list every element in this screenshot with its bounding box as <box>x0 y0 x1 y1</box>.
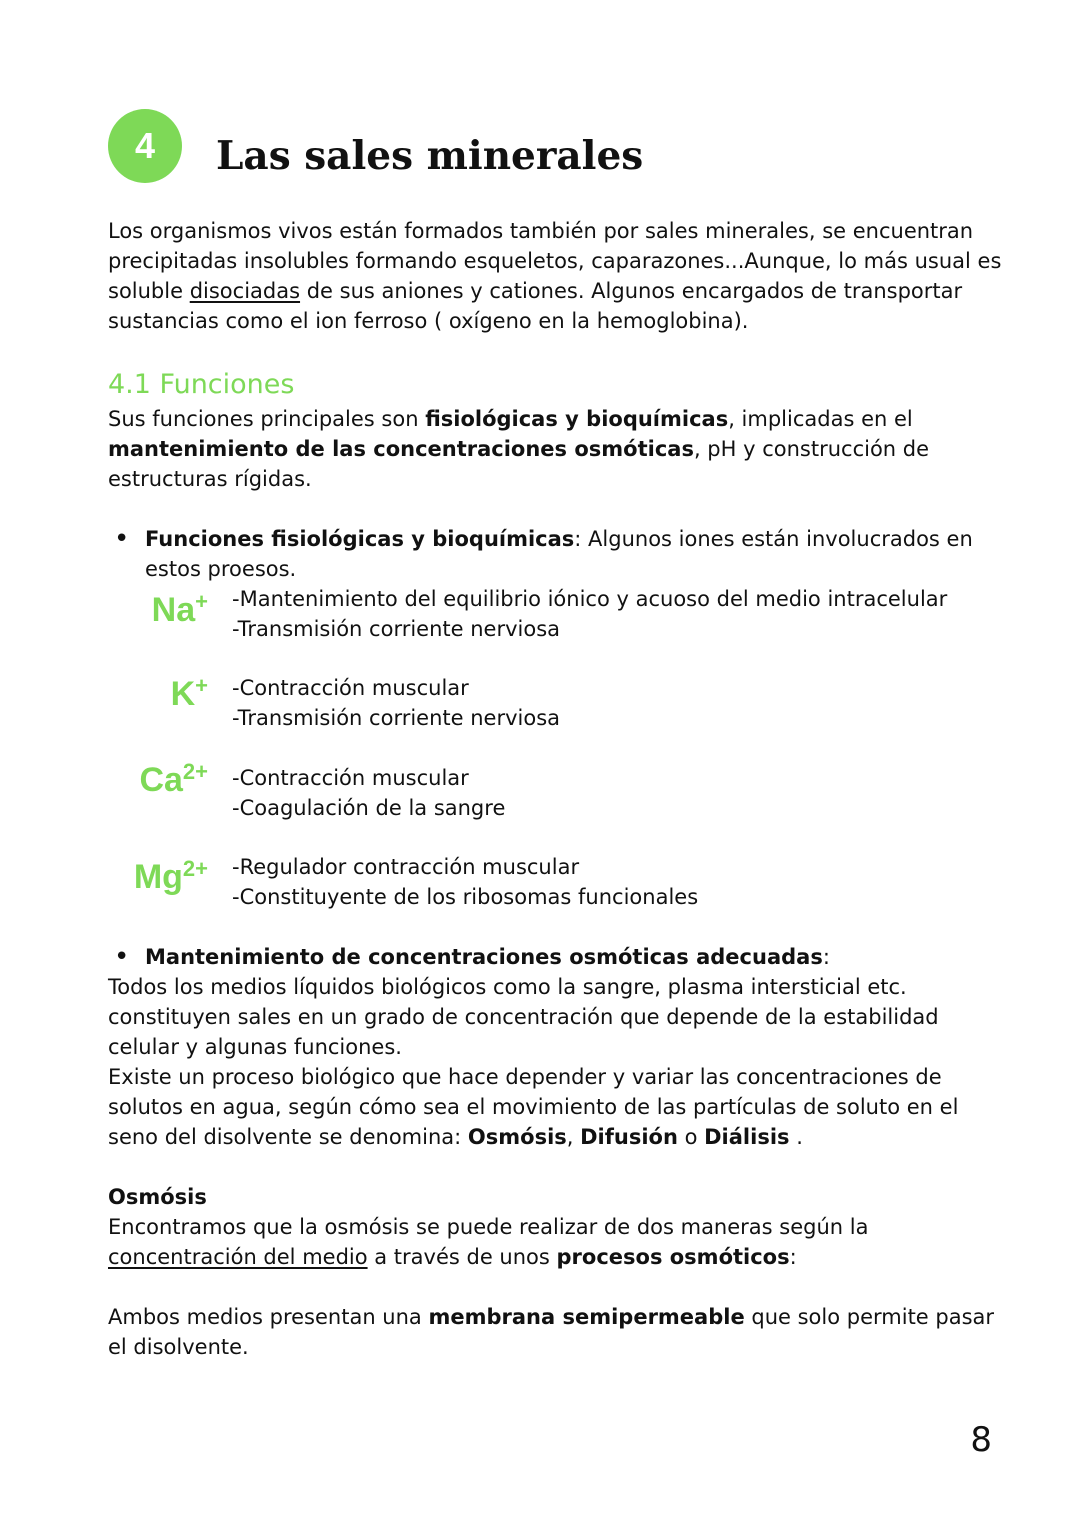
bullet-line-1 <box>145 524 985 554</box>
underlined-term: disociadas <box>189 279 301 303</box>
intro-text: soluble <box>108 279 190 303</box>
bullet-line-1 <box>145 942 985 972</box>
osmosis-text: : <box>789 1245 797 1269</box>
ion-function: -Regulador contracción muscular <box>232 855 580 879</box>
ion-function: -Transmisión corriente nerviosa <box>232 617 561 641</box>
bullet-text: : Algunos iones están involucrados en <box>574 527 973 551</box>
intro-line-4: sustancias como el ion ferroso ( oxígeno en la hemoglobina). <box>108 309 749 333</box>
osmotic-line-5: solutos en agua, según cómo sea el movimiento de las partículas de soluto en el <box>108 1095 959 1119</box>
bold-term: membrana semipermeable <box>428 1305 745 1329</box>
bullet-line-2: estos proesos. <box>145 557 297 581</box>
osmosis-paragraph <box>108 1182 988 1272</box>
underlined-term: concentración del medio <box>108 1245 368 1269</box>
functions-text: Sus funciones principales son <box>108 407 426 431</box>
ion-function: -Mantenimiento del equilibrio iónico y acuoso del medio intracelular <box>232 587 948 611</box>
section-number: 4 <box>134 125 156 166</box>
bullet-text: : <box>822 945 830 969</box>
ion-sodium-functions <box>232 584 947 644</box>
ion-function: -Contracción muscular <box>232 676 469 700</box>
osmotic-line-3: celular y algunas funciones. <box>108 1035 402 1059</box>
bold-term: Diálisis <box>704 1125 790 1149</box>
ion-charge: 2+ <box>182 856 208 881</box>
intro-line-2: precipitadas insolubles formando esqueletos, caparazones...Aunque, lo más usual es <box>108 249 1002 273</box>
bullet-osmotic-heading <box>145 942 985 972</box>
section-number-badge <box>108 109 182 183</box>
bullet-marker: • <box>114 524 130 554</box>
functions-text: , implicadas en el <box>728 407 913 431</box>
ion-charge: + <box>195 673 208 698</box>
osmosis-heading: Osmósis <box>108 1185 207 1209</box>
functions-line-1 <box>108 404 988 434</box>
ion-potassium-functions <box>232 673 560 733</box>
ion-charge: 2+ <box>182 759 208 784</box>
membrane-line-2: el disolvente. <box>108 1335 249 1359</box>
bold-term: mantenimiento de las concentraciones osmóticas <box>108 437 694 461</box>
ion-symbol: Mg <box>133 858 183 896</box>
osmotic-line-1: Todos los medios líquidos biológicos como la sangre, plasma intersticial etc. <box>108 975 907 999</box>
functions-text: , pH y construcción de <box>693 437 930 461</box>
intro-line-3 <box>108 276 988 306</box>
ion-potassium <box>98 674 208 714</box>
bold-term: Funciones fisiológicas y bioquímicas <box>145 527 575 551</box>
ion-sodium <box>98 590 208 630</box>
functions-line-3: estructuras rígidas. <box>108 467 312 491</box>
ion-function: -Constituyente de los ribosomas funcionales <box>232 885 699 909</box>
ion-symbol: K <box>170 675 196 713</box>
ion-symbol: Ca <box>139 761 183 799</box>
osmotic-line-2: constituyen sales en un grado de concentración que depende de la estabilidad <box>108 1005 939 1029</box>
bold-term: procesos osmóticos <box>556 1245 790 1269</box>
intro-line-1: Los organismos vivos están formados también por sales minerales, se encuentran <box>108 219 974 243</box>
intro-paragraph <box>108 216 1002 336</box>
membrane-line-1 <box>108 1302 995 1332</box>
osmosis-text: a través de unos <box>367 1245 557 1269</box>
ion-calcium-functions <box>232 763 505 823</box>
osmosis-line-1: Encontramos que la osmósis se puede realizar de dos maneras según la <box>108 1215 869 1239</box>
osmotic-text: seno del disolvente se denomina: <box>108 1125 468 1149</box>
osmotic-text: . <box>789 1125 803 1149</box>
osmotic-line-4: Existe un proceso biológico que hace depender y variar las concentraciones de <box>108 1065 942 1089</box>
section-heading-4-1: 4.1 Funciones <box>108 369 295 400</box>
functions-line-2 <box>108 434 988 464</box>
ion-function: -Coagulación de la sangre <box>232 796 506 820</box>
bullet-physiological <box>145 524 985 584</box>
ion-function: -Contracción muscular <box>232 766 469 790</box>
membrane-text: que solo permite pasar <box>744 1305 995 1329</box>
osmotic-line-6 <box>108 1122 988 1152</box>
ion-charge: + <box>195 589 208 614</box>
ion-function: -Transmisión corriente nerviosa <box>232 706 561 730</box>
intro-text: de sus aniones y cationes. Algunos encargados de transportar <box>300 279 963 303</box>
osmotic-text: , <box>566 1125 581 1149</box>
bold-term: Mantenimiento de concentraciones osmóticas adecuadas <box>145 945 823 969</box>
ion-calcium <box>98 760 208 800</box>
osmotic-text: o <box>677 1125 705 1149</box>
osmotic-paragraph <box>108 972 988 1152</box>
osmosis-line-2 <box>108 1242 988 1272</box>
membrane-paragraph <box>108 1302 995 1362</box>
functions-paragraph <box>108 404 988 494</box>
ion-magnesium <box>98 857 208 897</box>
bold-term: Difusión <box>580 1125 678 1149</box>
ion-symbol: Na <box>151 591 196 629</box>
page-title: Las sales minerales <box>216 133 644 179</box>
membrane-text: Ambos medios presentan una <box>108 1305 429 1329</box>
bold-term: Osmósis <box>467 1125 567 1149</box>
ion-magnesium-functions <box>232 852 698 912</box>
bullet-marker: • <box>114 942 130 972</box>
page-number: 8 <box>970 1420 992 1460</box>
bold-term: fisiológicas y bioquímicas <box>425 407 729 431</box>
